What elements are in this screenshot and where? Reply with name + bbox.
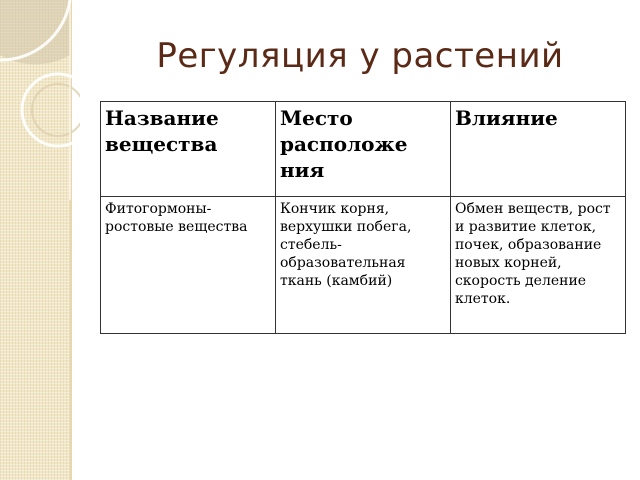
table-row: [101, 197, 626, 334]
cell-effect: Обмен веществ, рост и развитие клеток, почек, образование новых корней, скорость деление клеток.: [450, 197, 625, 334]
slide-title: Регуляция у растений: [156, 36, 564, 76]
header-effect: Влияние: [450, 102, 625, 197]
header-substance-name: Название вещества: [101, 102, 276, 197]
info-table: [100, 101, 626, 334]
decorative-circles-icon: [0, 0, 80, 200]
cell-substance-name: Фитогормоны-ростовые вещества: [101, 197, 276, 334]
header-location: Место расположе ния: [275, 102, 450, 197]
table-header-row: [101, 102, 626, 197]
cell-location: Кончик корня, верхушки побега, стебель-образовательная ткань (камбий): [275, 197, 450, 334]
